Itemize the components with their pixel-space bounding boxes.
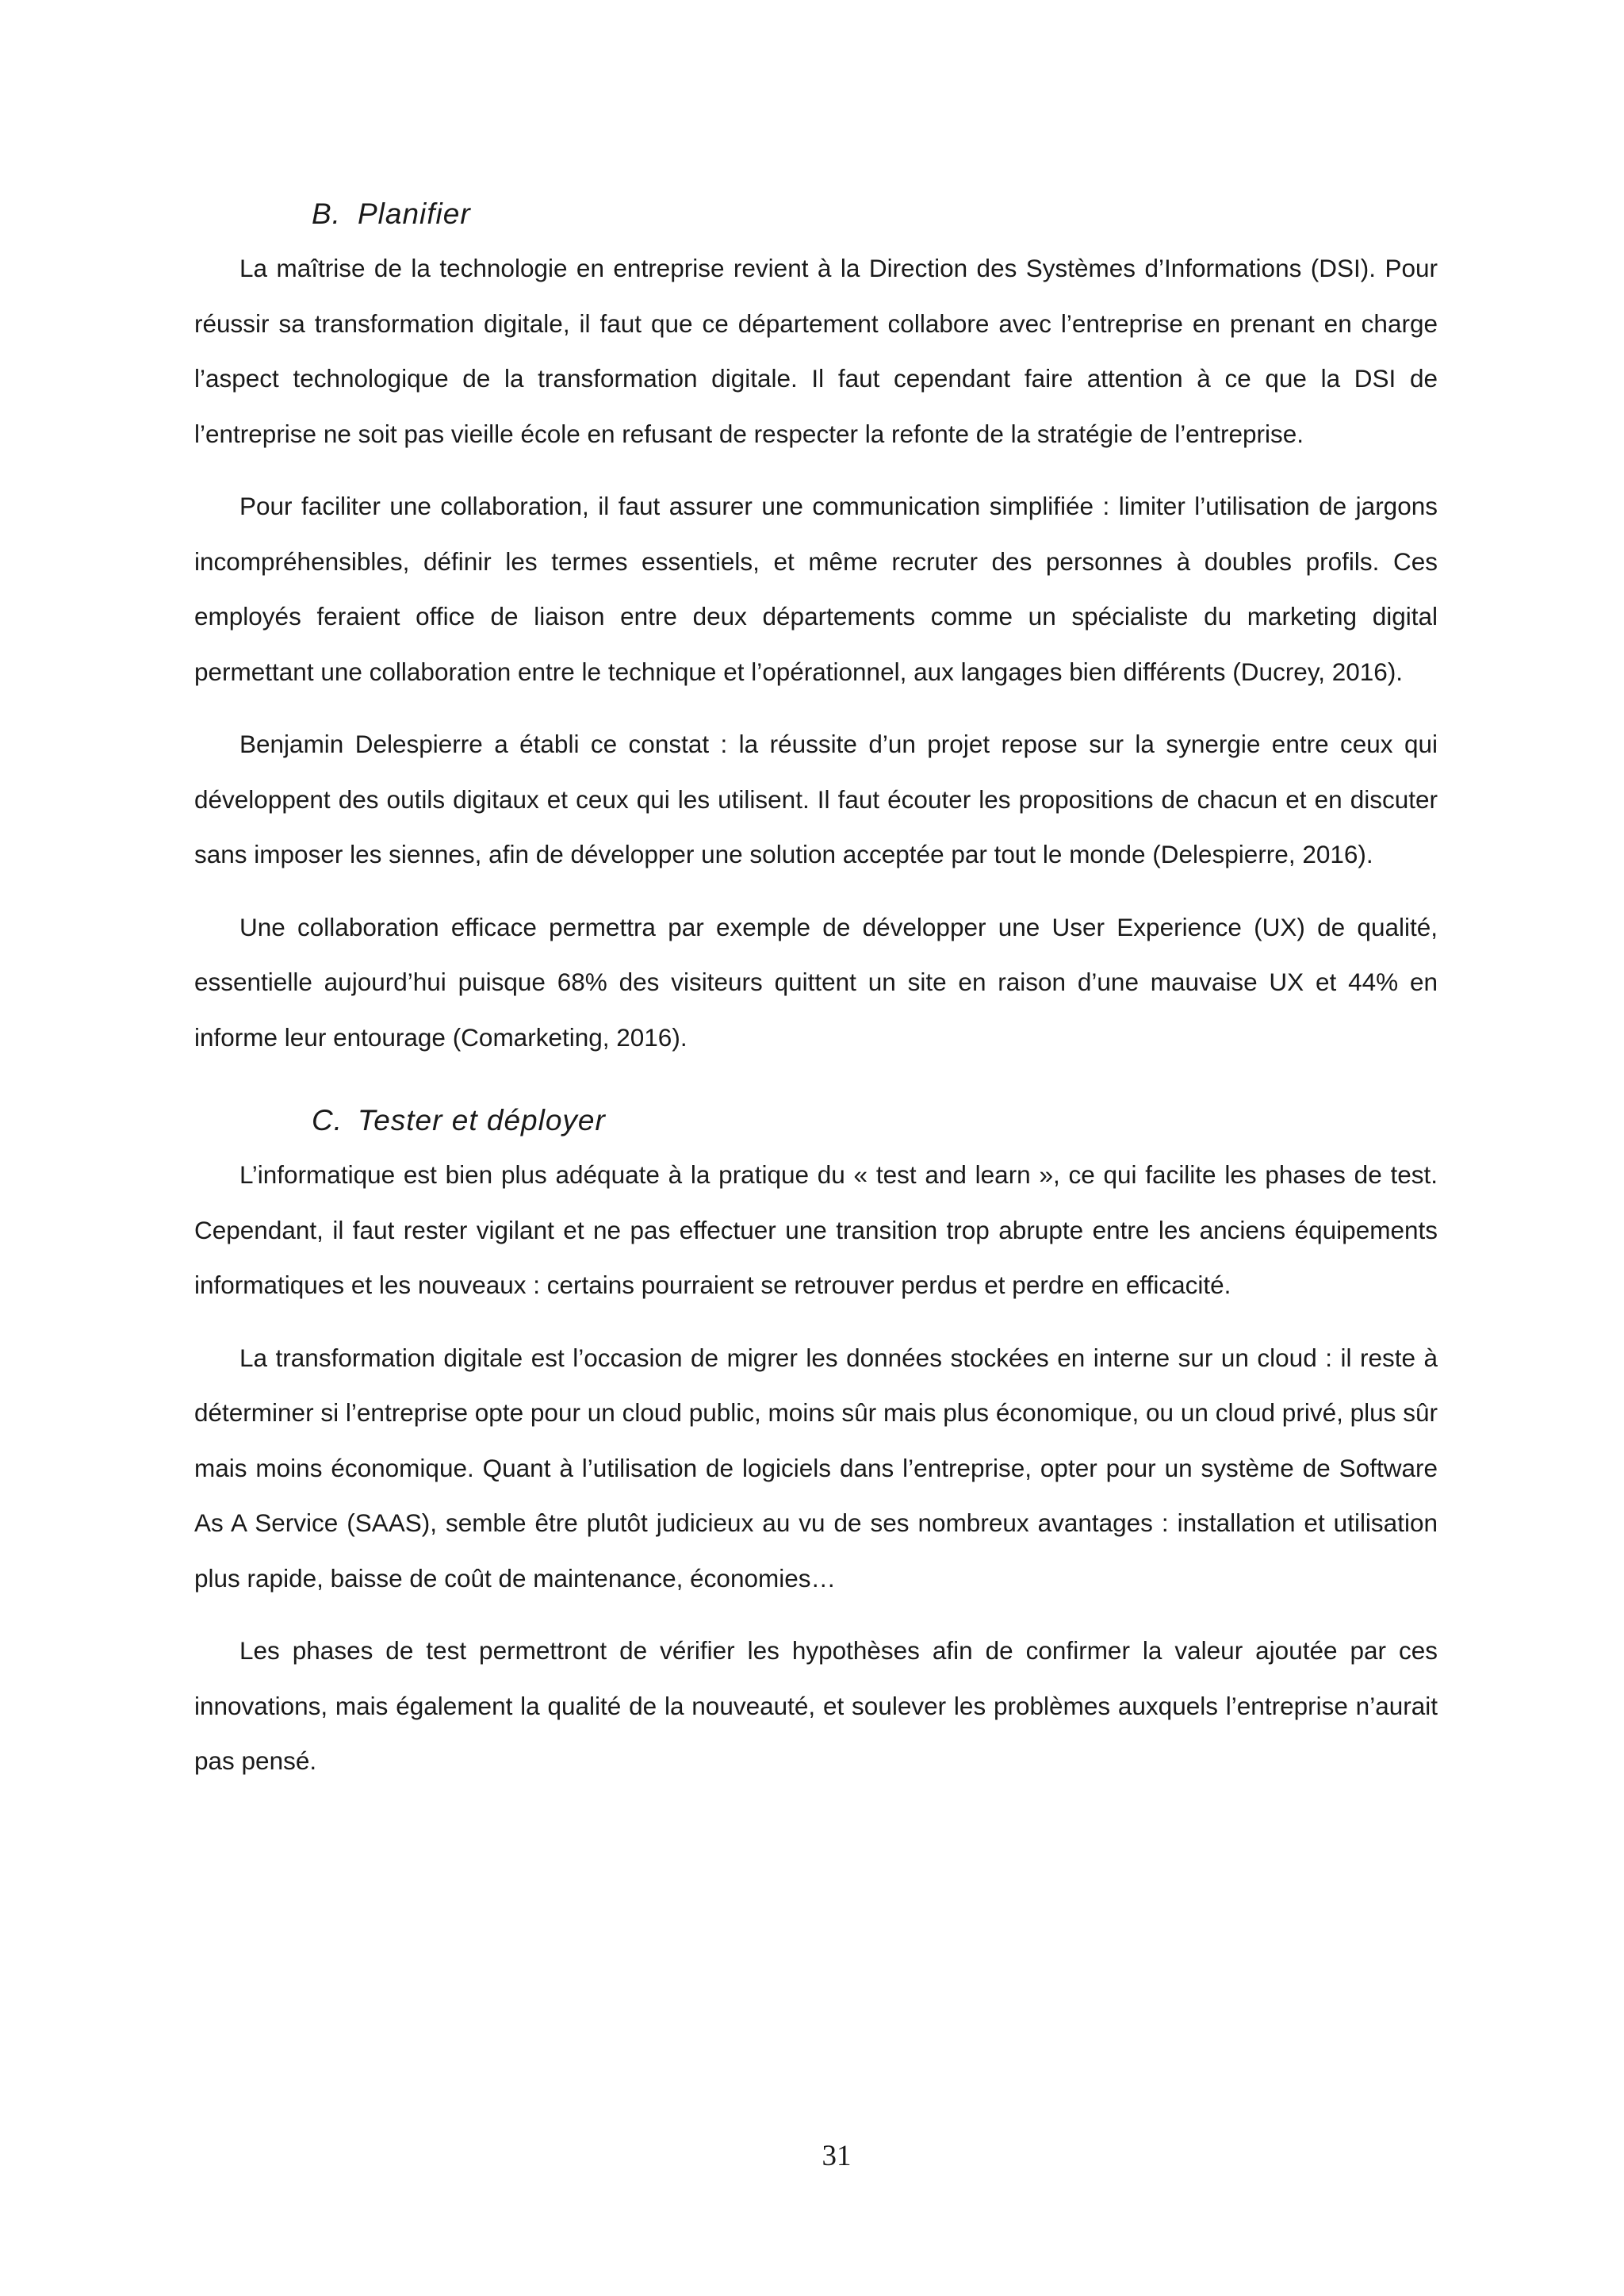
- paragraph: La transformation digitale est l’occasion de migrer les données stockées en interne sur un cloud : il reste à déterminer si l’entreprise opte pour un cloud public, moins sûr mais plus économique, ou un cloud privé, plus sûr mais moins économique. Quant à l’utilisation de logiciels dans l’entreprise, opter pour un système de Software As A Service (SAAS), semble être plutôt judicieux au vu de ses nombreux avantages : installation et utilisation plus rapide, baisse de coût de maintenance, économies…: [194, 1343, 1438, 1593]
- section-title: Planifier: [358, 197, 471, 230]
- paragraph: Pour faciliter une collaboration, il faut assurer une communication simplifiée : limiter l’utilisation de jargons incompréhensibles, définir les termes essentiels, et même recruter des personnes à doubles profils. Ces employés feraient office de liaison entre deux départements comme un spécialiste du marketing digital permettant une collaboration entre le technique et l’opérationnel, aux langages bien différents (Ducrey, 2016).: [194, 492, 1438, 686]
- page-content: [194, 190, 1438, 1789]
- section-title: Tester et déployer: [358, 1104, 606, 1137]
- paragraph: Une collaboration efficace permettra par exemple de développer une User Experience (UX) de qualité, essentielle aujourd’hui puisque 68% des visiteurs quittent un site en raison d’une mauvaise UX et 44% en informe leur entourage (Comarketing, 2016).: [194, 912, 1438, 1052]
- section-heading: [312, 190, 1438, 238]
- section-tester-deployer: [194, 1097, 1438, 1789]
- paragraph: Benjamin Delespierre a établi ce constat : la réussite d’un projet repose sur la synergie entre ceux qui développent des outils digitaux et ceux qui les utilisent. Il faut écouter les propositions de chacun et en discuter sans imposer les siennes, afin de développer une solution acceptée par tout le monde (Delespierre, 2016).: [194, 730, 1438, 868]
- section-heading: [312, 1097, 1438, 1144]
- paragraph: Les phases de test permettront de vérifier les hypothèses afin de confirmer la valeur ajoutée par ces innovations, mais également la qualité de la nouveauté, et soulever les problèmes auxquels l’entreprise n’aurait pas pensé.: [194, 1636, 1438, 1775]
- section-letter: C.: [312, 1104, 343, 1137]
- paragraph: La maîtrise de la technologie en entreprise revient à la Direction des Systèmes d’Informations (DSI). Pour réussir sa transformation digitale, il faut que ce département collabore avec l’entreprise en prenant en charge l’aspect technologique de la transformation digitale. Il faut cependant faire attention à ce que la DSI de l’entreprise ne soit pas vieille école en refusant de respecter la refonte de la stratégie de l’entreprise.: [194, 254, 1438, 448]
- paragraph: L’informatique est bien plus adéquate à la pratique du « test and learn », ce qui facilite les phases de test. Cependant, il faut rester vigilant et ne pas effectuer une transition trop abrupte entre les anciens équipements informatiques et les nouveaux : certains pourraient se retrouver perdus et perdre en efficacité.: [194, 1160, 1438, 1299]
- section-letter: B.: [312, 197, 341, 230]
- section-planifier: [194, 190, 1438, 1065]
- page-number: 31: [822, 2140, 852, 2172]
